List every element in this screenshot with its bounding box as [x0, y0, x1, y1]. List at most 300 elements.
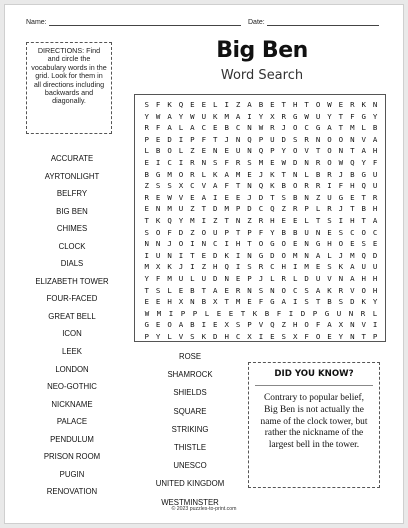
grid-letter[interactable]: A	[372, 216, 378, 225]
grid-letter[interactable]: A	[281, 297, 286, 307]
grid-letter[interactable]: Y	[361, 158, 366, 167]
grid-letter[interactable]: J	[247, 192, 252, 202]
grid-letter[interactable]: E	[270, 332, 275, 341]
grid-letter[interactable]: R	[360, 308, 366, 318]
grid-letter[interactable]: M	[292, 250, 298, 260]
grid-letter[interactable]: B	[281, 181, 286, 191]
grid-letter[interactable]: E	[201, 146, 207, 156]
grid-letter[interactable]: Y	[270, 227, 275, 237]
grid-letter[interactable]: E	[270, 158, 275, 167]
grid-letter[interactable]: P	[180, 308, 186, 318]
grid-letter[interactable]: A	[190, 123, 195, 133]
grid-letter[interactable]: C	[235, 332, 241, 341]
grid-letter[interactable]: O	[281, 250, 286, 260]
grid-letter[interactable]: K	[167, 100, 172, 109]
grid-letter[interactable]: R	[327, 204, 332, 214]
grid-letter[interactable]: N	[247, 285, 252, 295]
grid-letter[interactable]: N	[224, 274, 229, 283]
grid-letter[interactable]: D	[350, 297, 355, 307]
grid-letter[interactable]: B	[372, 123, 378, 133]
grid-letter[interactable]: T	[315, 146, 321, 156]
grid-letter[interactable]: O	[304, 320, 309, 330]
grid-letter[interactable]: G	[270, 239, 275, 249]
grid-letter[interactable]: T	[350, 146, 355, 156]
grid-letter[interactable]: O	[361, 285, 366, 295]
grid-letter[interactable]: F	[276, 308, 282, 318]
grid-letter[interactable]: D	[270, 250, 275, 260]
grid-letter[interactable]: H	[372, 274, 378, 283]
grid-letter[interactable]: M	[156, 308, 162, 318]
grid-letter[interactable]: S	[144, 100, 149, 109]
grid-letter[interactable]: S	[327, 216, 332, 225]
grid-letter[interactable]: Z	[190, 227, 195, 237]
grid-letter[interactable]: S	[235, 320, 241, 330]
grid-letter[interactable]: K	[270, 181, 275, 191]
grid-letter[interactable]: I	[224, 239, 229, 249]
grid-letter[interactable]: I	[235, 250, 241, 260]
grid-letter[interactable]: U	[235, 146, 241, 156]
grid-letter[interactable]: A	[178, 320, 184, 330]
grid-letter[interactable]: E	[190, 100, 195, 109]
grid-letter[interactable]: Z	[235, 100, 241, 109]
grid-letter[interactable]: J	[338, 204, 344, 214]
grid-letter[interactable]: E	[315, 262, 321, 272]
grid-letter[interactable]: H	[292, 320, 298, 330]
grid-letter[interactable]: F	[201, 134, 207, 144]
grid-letter[interactable]: Y	[327, 111, 332, 121]
grid-letter[interactable]: E	[327, 332, 332, 341]
grid-letter[interactable]: E	[224, 146, 229, 156]
grid-letter[interactable]: K	[224, 250, 229, 260]
grid-letter[interactable]: R	[350, 100, 355, 109]
grid-letter[interactable]: I	[144, 250, 149, 260]
grid-letter[interactable]: A	[350, 274, 355, 283]
grid-letter[interactable]: S	[281, 192, 286, 202]
grid-letter[interactable]: R	[327, 169, 332, 179]
grid-letter[interactable]: R	[304, 181, 309, 191]
grid-letter[interactable]: U	[315, 274, 321, 283]
grid-letter[interactable]: H	[270, 216, 275, 225]
grid-letter[interactable]: R	[258, 262, 264, 272]
grid-letter[interactable]: B	[327, 297, 332, 307]
grid-letter[interactable]: L	[201, 169, 207, 179]
grid-letter[interactable]: Z	[247, 216, 252, 225]
grid-letter[interactable]: H	[224, 332, 229, 341]
grid-letter[interactable]: V	[201, 181, 207, 191]
grid-letter[interactable]: T	[338, 123, 344, 133]
grid-letter[interactable]: F	[155, 274, 161, 283]
grid-letter[interactable]: U	[201, 111, 207, 121]
grid-letter[interactable]: N	[304, 250, 309, 260]
grid-letter[interactable]: M	[258, 158, 264, 167]
grid-letter[interactable]: W	[155, 111, 161, 121]
grid-letter[interactable]: O	[315, 332, 321, 341]
grid-letter[interactable]: G	[155, 169, 161, 179]
grid-letter[interactable]: T	[315, 297, 321, 307]
grid-letter[interactable]: F	[167, 227, 172, 237]
grid-letter[interactable]: V	[327, 274, 332, 283]
grid-letter[interactable]: O	[167, 320, 172, 330]
grid-letter[interactable]: M	[167, 204, 172, 214]
grid-letter[interactable]: D	[213, 250, 218, 260]
grid-letter[interactable]: Q	[270, 320, 275, 330]
grid-letter[interactable]: N	[201, 158, 207, 167]
grid-letter[interactable]: V	[361, 134, 366, 144]
grid-letter[interactable]: S	[338, 227, 344, 237]
grid-letter[interactable]: L	[361, 123, 366, 133]
grid-letter[interactable]: B	[258, 100, 264, 109]
grid-letter[interactable]: K	[327, 285, 332, 295]
grid-letter[interactable]: R	[315, 158, 321, 167]
grid-letter[interactable]: K	[252, 308, 258, 318]
grid-letter[interactable]: P	[247, 227, 252, 237]
grid-letter[interactable]: W	[281, 158, 286, 167]
grid-letter[interactable]: E	[235, 192, 241, 202]
grid-letter[interactable]: P	[192, 308, 198, 318]
grid-letter[interactable]: I	[288, 308, 294, 318]
grid-letter[interactable]: X	[338, 320, 344, 330]
grid-letter[interactable]: S	[281, 332, 286, 341]
grid-letter[interactable]: Z	[213, 216, 218, 225]
grid-letter[interactable]: Q	[224, 262, 229, 272]
grid-letter[interactable]: T	[224, 216, 229, 225]
grid-letter[interactable]: F	[338, 181, 344, 191]
grid-letter[interactable]: Q	[258, 146, 264, 156]
grid-letter[interactable]: A	[224, 169, 229, 179]
grid-letter[interactable]: H	[235, 239, 241, 249]
grid-letter[interactable]: Q	[350, 158, 355, 167]
grid-letter[interactable]: O	[292, 146, 298, 156]
grid-letter[interactable]: C	[167, 158, 172, 167]
grid-letter[interactable]: N	[372, 100, 378, 109]
grid-letter[interactable]: E	[350, 192, 355, 202]
grid-letter[interactable]: B	[361, 204, 366, 214]
grid-letter[interactable]: M	[304, 262, 309, 272]
grid-letter[interactable]: I	[224, 100, 229, 109]
grid-letter[interactable]: E	[144, 158, 149, 167]
grid-letter[interactable]: T	[304, 100, 309, 109]
grid-letter[interactable]: W	[258, 123, 264, 133]
grid-letter[interactable]: Y	[178, 111, 184, 121]
grid-letter[interactable]: L	[292, 274, 298, 283]
grid-letter[interactable]: E	[178, 285, 184, 295]
grid-letter[interactable]: T	[247, 239, 252, 249]
grid-letter[interactable]: D	[300, 308, 306, 318]
grid-letter[interactable]: J	[258, 169, 264, 179]
grid-letter[interactable]: N	[144, 239, 149, 249]
grid-letter[interactable]: H	[167, 297, 172, 307]
grid-letter[interactable]: W	[167, 192, 172, 202]
grid-letter[interactable]: E	[292, 216, 298, 225]
grid-letter[interactable]: L	[167, 332, 172, 341]
grid-letter[interactable]: Y	[144, 274, 149, 283]
grid-letter[interactable]: E	[372, 239, 378, 249]
grid-letter[interactable]: S	[304, 297, 309, 307]
grid-letter[interactable]: S	[167, 181, 172, 191]
grid-letter[interactable]: W	[338, 158, 344, 167]
grid-letter[interactable]: B	[281, 227, 286, 237]
grid-letter[interactable]: F	[224, 181, 229, 191]
grid-letter[interactable]: R	[281, 274, 286, 283]
grid-letter[interactable]: G	[361, 111, 366, 121]
grid-letter[interactable]: P	[258, 134, 264, 144]
grid-letter[interactable]: F	[304, 332, 309, 341]
grid-letter[interactable]: E	[201, 100, 207, 109]
grid-letter[interactable]: I	[190, 262, 195, 272]
grid-letter[interactable]: S	[258, 285, 264, 295]
grid-letter[interactable]: O	[201, 227, 207, 237]
grid-letter[interactable]: L	[327, 250, 332, 260]
grid-letter[interactable]: X	[292, 332, 298, 341]
grid-letter[interactable]: F	[258, 297, 264, 307]
grid-letter[interactable]: X	[224, 320, 229, 330]
grid-letter[interactable]: N	[304, 239, 309, 249]
grid-letter[interactable]: E	[350, 239, 355, 249]
grid-letter[interactable]: B	[350, 169, 355, 179]
grid-letter[interactable]: D	[213, 274, 218, 283]
grid-letter[interactable]: K	[213, 111, 218, 121]
grid-letter[interactable]: X	[178, 297, 184, 307]
grid-letter[interactable]: N	[338, 274, 344, 283]
grid-letter[interactable]: Z	[144, 181, 149, 191]
grid-letter[interactable]: E	[247, 297, 252, 307]
grid-letter[interactable]: O	[258, 239, 264, 249]
grid-letter[interactable]: O	[292, 181, 298, 191]
grid-letter[interactable]: E	[281, 216, 286, 225]
grid-letter[interactable]: I	[201, 216, 207, 225]
grid-letter[interactable]: L	[270, 274, 275, 283]
grid-letter[interactable]: D	[167, 134, 172, 144]
grid-letter[interactable]: K	[201, 332, 207, 341]
grid-letter[interactable]: R	[304, 134, 309, 144]
grid-letter[interactable]: L	[304, 216, 309, 225]
grid-letter[interactable]: P	[304, 204, 309, 214]
grid-letter[interactable]: R	[235, 285, 241, 295]
grid-letter[interactable]: F	[258, 227, 264, 237]
grid-letter[interactable]: I	[292, 297, 298, 307]
grid-letter[interactable]: V	[361, 320, 366, 330]
grid-letter[interactable]: B	[144, 169, 149, 179]
grid-letter[interactable]: W	[304, 111, 309, 121]
grid-letter[interactable]: Z	[190, 146, 195, 156]
grid-letter[interactable]: R	[270, 123, 275, 133]
grid-letter[interactable]: O	[281, 239, 286, 249]
grid-letter[interactable]: O	[155, 227, 161, 237]
grid-letter[interactable]: H	[213, 262, 218, 272]
grid-letter[interactable]: T	[350, 204, 355, 214]
grid-letter[interactable]: P	[190, 134, 195, 144]
grid-letter[interactable]: O	[338, 134, 344, 144]
grid-letter[interactable]: F	[350, 111, 355, 121]
grid-letter[interactable]: T	[361, 216, 366, 225]
grid-letter[interactable]: D	[213, 204, 218, 214]
grid-letter[interactable]: H	[372, 285, 378, 295]
grid-letter[interactable]: N	[190, 297, 195, 307]
grid-letter[interactable]: B	[292, 227, 298, 237]
grid-letter[interactable]: E	[224, 192, 229, 202]
grid-letter[interactable]: P	[235, 204, 241, 214]
grid-letter[interactable]: T	[190, 250, 195, 260]
grid-letter[interactable]: I	[338, 216, 344, 225]
grid-letter[interactable]: R	[235, 158, 241, 167]
grid-letter[interactable]: D	[258, 192, 264, 202]
grid-letter[interactable]: V	[304, 146, 309, 156]
grid-letter[interactable]: D	[292, 158, 298, 167]
grid-letter[interactable]: S	[304, 285, 309, 295]
grid-letter[interactable]: F	[224, 158, 229, 167]
grid-letter[interactable]: R	[315, 181, 321, 191]
grid-letter[interactable]: S	[144, 227, 149, 237]
grid-letter[interactable]: M	[167, 274, 172, 283]
grid-letter[interactable]: S	[190, 332, 195, 341]
grid-letter[interactable]: M	[190, 216, 195, 225]
grid-letter[interactable]: I	[178, 158, 184, 167]
grid-letter[interactable]: S	[327, 262, 332, 272]
grid-letter[interactable]: K	[361, 297, 366, 307]
grid-letter[interactable]: Z	[315, 192, 321, 202]
grid-letter[interactable]: L	[144, 146, 149, 156]
grid-letter[interactable]: G	[144, 320, 149, 330]
grid-letter[interactable]: Q	[258, 181, 264, 191]
grid-letter[interactable]: N	[167, 250, 172, 260]
grid-letter[interactable]: L	[204, 308, 210, 318]
grid-letter[interactable]: N	[304, 192, 309, 202]
grid-letter[interactable]: T	[201, 204, 207, 214]
grid-letter[interactable]: U	[178, 274, 184, 283]
grid-letter[interactable]: C	[258, 204, 264, 214]
grid-letter[interactable]: J	[224, 134, 229, 144]
grid-letter[interactable]: G	[361, 169, 366, 179]
grid-letter[interactable]: C	[372, 227, 378, 237]
grid-letter[interactable]: L	[315, 204, 321, 214]
grid-letter[interactable]: I	[178, 250, 184, 260]
grid-letter[interactable]: P	[247, 320, 252, 330]
grid-letter[interactable]: N	[247, 181, 252, 191]
grid-letter[interactable]: N	[155, 204, 161, 214]
grid-letter[interactable]: A	[235, 111, 241, 121]
grid-letter[interactable]: P	[270, 146, 275, 156]
grid-letter[interactable]: C	[292, 285, 298, 295]
grid-letter[interactable]: O	[281, 285, 286, 295]
grid-letter[interactable]: A	[201, 192, 207, 202]
grid-letter[interactable]: I	[235, 262, 241, 272]
grid-letter[interactable]: X	[213, 297, 218, 307]
grid-letter[interactable]: B	[224, 123, 229, 133]
grid-letter[interactable]: O	[178, 239, 184, 249]
grid-letter[interactable]: E	[292, 239, 298, 249]
grid-letter[interactable]: K	[338, 262, 344, 272]
grid-letter[interactable]: X	[155, 262, 161, 272]
grid-letter[interactable]: R	[190, 158, 195, 167]
grid-letter[interactable]: I	[292, 262, 298, 272]
grid-letter[interactable]: U	[155, 250, 161, 260]
grid-letter[interactable]: W	[144, 308, 150, 318]
grid-letter[interactable]: U	[213, 227, 218, 237]
grid-letter[interactable]: A	[213, 181, 218, 191]
grid-letter[interactable]: J	[338, 169, 344, 179]
grid-letter[interactable]: N	[315, 227, 321, 237]
grid-letter[interactable]: R	[144, 123, 149, 133]
grid-letter[interactable]: G	[258, 250, 264, 260]
grid-letter[interactable]: Y	[178, 216, 184, 225]
grid-letter[interactable]: G	[315, 123, 321, 133]
grid-letter[interactable]: Z	[281, 320, 286, 330]
grid-letter[interactable]: N	[247, 146, 252, 156]
grid-letter[interactable]: N	[292, 169, 298, 179]
grid-letter[interactable]: A	[315, 250, 321, 260]
grid-letter[interactable]: R	[281, 111, 286, 121]
grid-letter[interactable]: J	[338, 250, 344, 260]
grid-letter[interactable]: E	[155, 192, 161, 202]
grid-letter[interactable]: B	[155, 146, 161, 156]
grid-letter[interactable]: N	[247, 123, 252, 133]
grid-letter[interactable]: S	[155, 285, 161, 295]
grid-letter[interactable]: V	[178, 192, 184, 202]
grid-letter[interactable]: J	[281, 123, 286, 133]
grid-letter[interactable]: D	[213, 332, 218, 341]
grid-letter[interactable]: X	[247, 332, 252, 341]
grid-letter[interactable]: E	[338, 100, 344, 109]
grid-letter[interactable]: Q	[247, 134, 252, 144]
word-search-grid[interactable]	[134, 94, 386, 342]
grid-letter[interactable]: U	[270, 134, 275, 144]
grid-letter[interactable]: T	[270, 192, 275, 202]
grid-letter[interactable]: T	[281, 100, 286, 109]
grid-letter[interactable]: M	[350, 250, 355, 260]
grid-letter[interactable]: L	[178, 146, 184, 156]
grid-letter[interactable]: B	[315, 169, 321, 179]
grid-letter[interactable]: H	[327, 239, 332, 249]
grid-letter[interactable]: T	[281, 169, 286, 179]
grid-letter[interactable]: I	[247, 111, 252, 121]
grid-letter[interactable]: Y	[144, 111, 149, 121]
grid-letter[interactable]: S	[247, 158, 252, 167]
grid-letter[interactable]: O	[327, 146, 332, 156]
grid-letter[interactable]: P	[144, 332, 149, 341]
grid-letter[interactable]: N	[247, 250, 252, 260]
grid-letter[interactable]: C	[190, 181, 195, 191]
grid-letter[interactable]: T	[224, 297, 229, 307]
grid-letter[interactable]: E	[144, 297, 149, 307]
grid-letter[interactable]: T	[213, 134, 218, 144]
grid-letter[interactable]: Q	[178, 100, 184, 109]
grid-letter[interactable]: O	[167, 146, 172, 156]
name-line[interactable]	[49, 18, 241, 26]
grid-letter[interactable]: A	[213, 285, 218, 295]
grid-letter[interactable]: M	[235, 169, 241, 179]
grid-letter[interactable]: N	[315, 134, 321, 144]
grid-letter[interactable]: X	[178, 181, 184, 191]
grid-letter[interactable]: E	[247, 169, 252, 179]
grid-letter[interactable]: U	[361, 262, 366, 272]
grid-letter[interactable]: H	[350, 216, 355, 225]
grid-letter[interactable]: T	[361, 192, 366, 202]
grid-letter[interactable]: R	[144, 192, 149, 202]
grid-letter[interactable]: N	[155, 239, 161, 249]
grid-letter[interactable]: Z	[201, 262, 207, 272]
grid-letter[interactable]: H	[372, 204, 378, 214]
grid-letter[interactable]: E	[155, 134, 161, 144]
grid-letter[interactable]: R	[372, 192, 378, 202]
grid-letter[interactable]: A	[167, 111, 172, 121]
grid-letter[interactable]: L	[213, 100, 218, 109]
grid-letter[interactable]: E	[213, 320, 218, 330]
grid-letter[interactable]: C	[270, 262, 275, 272]
grid-letter[interactable]: V	[258, 320, 264, 330]
grid-letter[interactable]: E	[270, 100, 275, 109]
grid-letter[interactable]: A	[361, 146, 366, 156]
grid-letter[interactable]: W	[327, 100, 332, 109]
